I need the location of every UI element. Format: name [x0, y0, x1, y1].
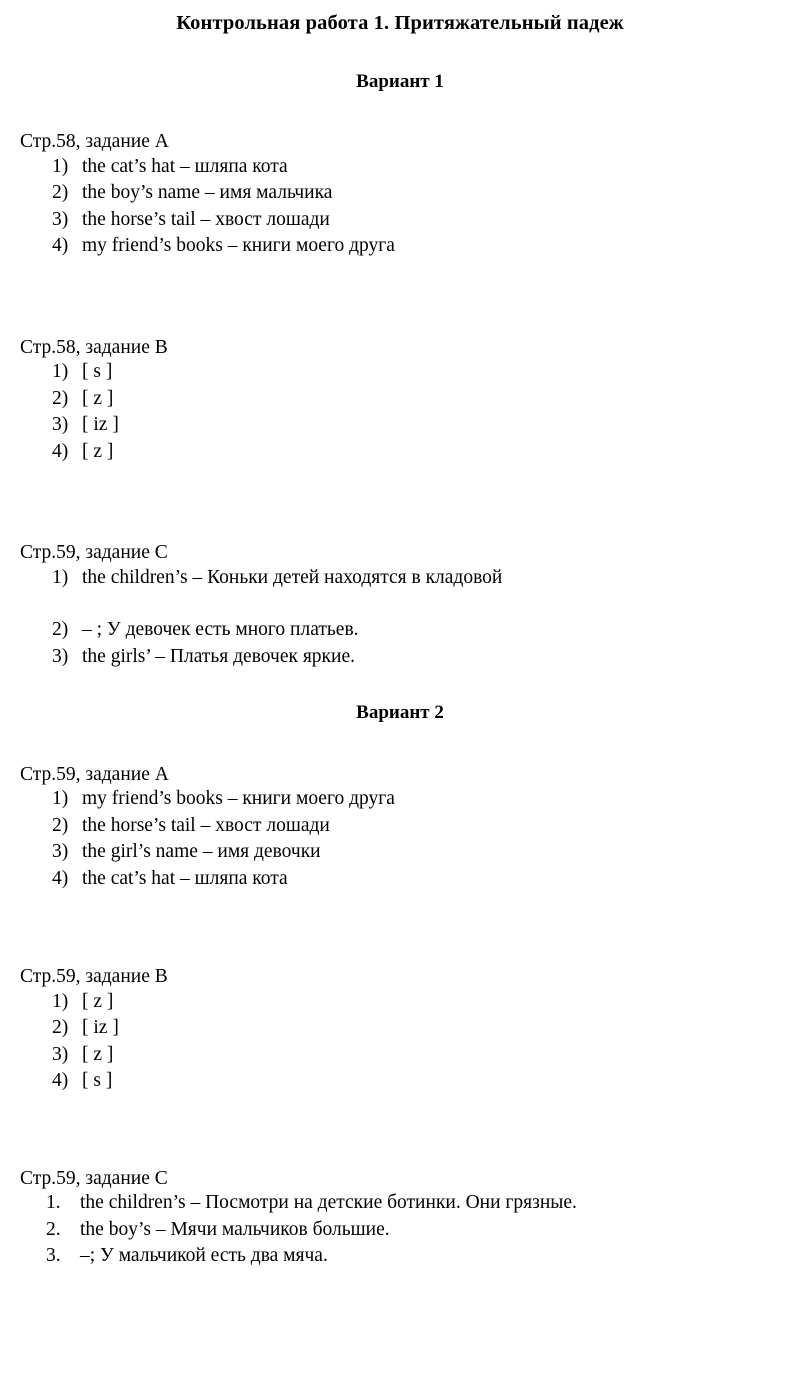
list-item-text: the cat’s hat – шляпа кота	[82, 867, 288, 889]
variant-2-section-a-list	[0, 786, 800, 892]
list-item-number: 1)	[52, 155, 69, 177]
list-item-text: [ z ]	[82, 1043, 114, 1065]
list-item-text: [ z ]	[82, 990, 114, 1012]
list-item-text: the horse’s tail – хвост лошади	[82, 208, 330, 230]
list-item	[0, 439, 800, 466]
list-item	[0, 1243, 800, 1270]
variant-1-section-c-heading: Стр.59, задание C	[20, 542, 168, 564]
variant-2-section-b-list	[0, 989, 800, 1095]
list-item-text: [ s ]	[82, 361, 113, 383]
list-item-number: 4)	[52, 1070, 69, 1092]
list-item-number: 1)	[52, 361, 69, 383]
list-item-number: 2)	[52, 1017, 69, 1039]
variant-2-section-c-list	[0, 1190, 800, 1270]
list-item	[0, 180, 800, 207]
list-item-number: 1)	[52, 566, 69, 588]
list-item-text: [ z ]	[82, 440, 114, 462]
list-item-text: the boy’s name – имя мальчика	[82, 182, 333, 204]
list-item-text: my friend’s books – книги моего друга	[82, 788, 395, 810]
variant-1-section-a-heading: Стр.58, задание A	[20, 131, 169, 153]
list-item-number: 3)	[52, 414, 69, 436]
list-item-text: – ; У девочек есть много платьев.	[82, 619, 359, 641]
list-item-text: the girls’ – Платья девочек яркие.	[82, 645, 355, 667]
list-item	[0, 813, 800, 840]
list-item-text: [ s ]	[82, 1070, 113, 1092]
list-item-number: 2.	[46, 1218, 61, 1240]
list-item-number: 4)	[52, 235, 69, 257]
list-item	[0, 1190, 800, 1217]
list-item-text: the children’s – Коньки детей находятся в кладовой	[82, 566, 503, 588]
list-item-number: 4)	[52, 440, 69, 462]
list-item-text: the cat’s hat – шляпа кота	[82, 155, 288, 177]
list-item	[0, 1042, 800, 1069]
list-item-number: 2)	[52, 619, 69, 641]
list-item	[0, 1015, 800, 1042]
list-item-number: 1)	[52, 990, 69, 1012]
list-item-text: the horse’s tail – хвост лошади	[82, 814, 330, 836]
list-item	[0, 617, 800, 644]
list-item-number: 3)	[52, 841, 69, 863]
variant-1-section-a-list	[0, 154, 800, 260]
list-item-number: 3)	[52, 645, 69, 667]
list-item-number: 3)	[52, 208, 69, 230]
list-item-text: –; У мальчикой есть два мяча.	[80, 1245, 328, 1267]
list-item-number: 4)	[52, 867, 69, 889]
list-item-number: 2)	[52, 387, 69, 409]
list-item	[0, 839, 800, 866]
list-item-text: my friend’s books – книги моего друга	[82, 235, 395, 257]
list-item	[0, 207, 800, 234]
list-item	[0, 1068, 800, 1095]
list-item-text: [ iz ]	[82, 1017, 119, 1039]
list-item-number: 1.	[46, 1192, 61, 1214]
list-item-text: the girl’s name – имя девочки	[82, 841, 321, 863]
list-item-number: 3.	[46, 1245, 61, 1267]
page-title: Контрольная работа 1. Притяжательный падеж	[176, 12, 624, 34]
variant-2-section-b-heading: Стр.59, задание B	[20, 966, 168, 988]
list-item	[0, 866, 800, 893]
list-item	[0, 644, 800, 671]
variant-1-section-b-list	[0, 359, 800, 465]
list-item	[0, 565, 800, 592]
list-item-text: [ iz ]	[82, 414, 119, 436]
variant-2-section-a-heading: Стр.59, задание A	[20, 763, 169, 785]
variant-1-heading: Вариант 1	[356, 70, 444, 92]
list-item	[0, 154, 800, 181]
list-item-text: [ z ]	[82, 387, 114, 409]
variant-2-section-c-heading: Стр.59, задание C	[20, 1167, 168, 1189]
variant-1-section-b-heading: Стр.58, задание B	[20, 336, 168, 358]
list-item	[0, 1217, 800, 1244]
variant-1-section-c-list	[0, 565, 800, 671]
variant-2-heading: Вариант 2	[356, 702, 444, 724]
list-item-number: 3)	[52, 1043, 69, 1065]
list-item	[0, 412, 800, 439]
list-item-text: the children’s – Посмотри на детские ботинки. Они грязные.	[80, 1192, 577, 1214]
list-item-text: the boy’s – Мячи мальчиков большие.	[80, 1218, 390, 1240]
list-item	[0, 359, 800, 386]
list-item	[0, 786, 800, 813]
list-item-number: 2)	[52, 814, 69, 836]
list-item-number: 2)	[52, 182, 69, 204]
list-item	[0, 989, 800, 1016]
list-item	[0, 386, 800, 413]
list-item	[0, 233, 800, 260]
list-item-number: 1)	[52, 788, 69, 810]
